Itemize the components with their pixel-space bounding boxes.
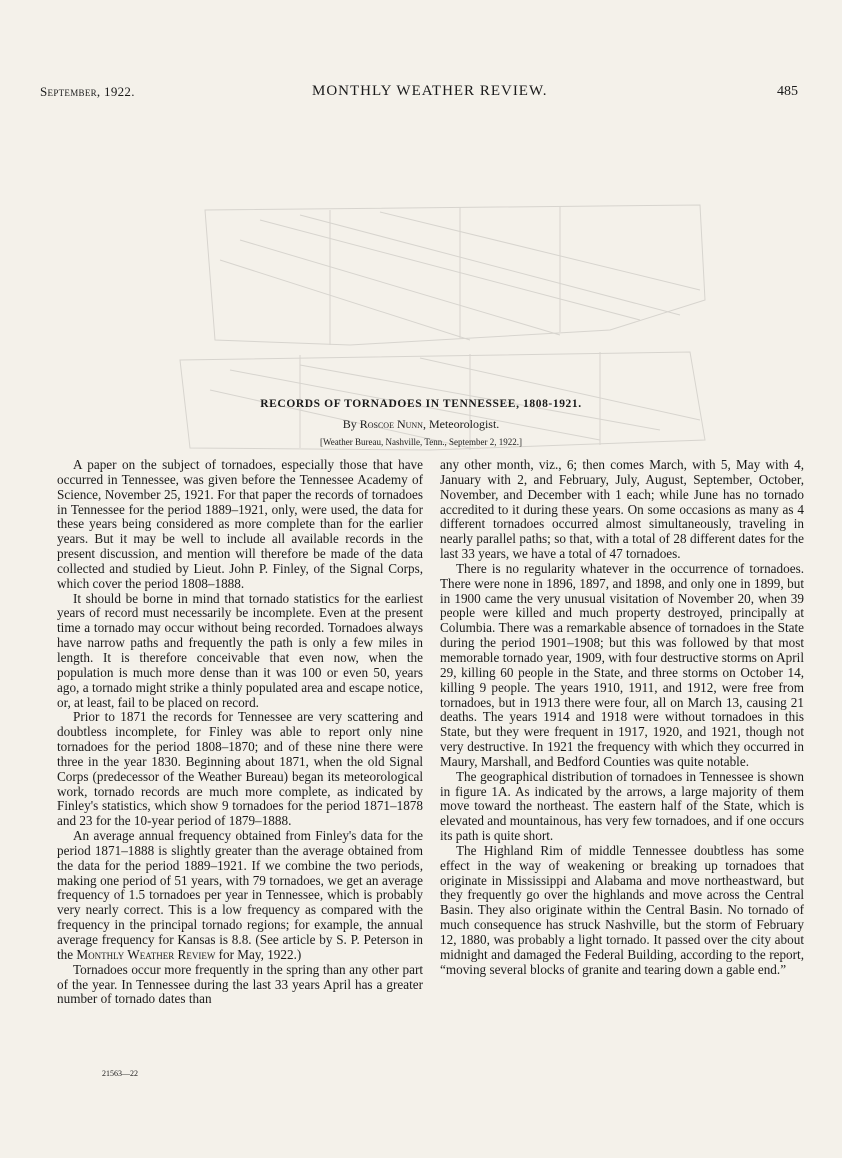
byline-suffix: , Meteorologist. [422,417,500,431]
byline-prefix: By [342,417,360,431]
right-column [440,458,804,978]
paragraph: The Highland Rim of middle Tennessee doubtless has some effect in the way of weakening or breaking up tornadoes that originate in Mississippi and Alabama and move northeastward, but they frequently go over the highlands and move across the Central Basin. They also originate within the Central Basin. No tornado of much consequence has struck Nashville, but the storm of February 12, 1880, was probably a light tornado. It passed over the city about midnight and damaged the Federal Building, according to the report, “moving several blocks of granite and tearing down a gable end.” [440,842,804,977]
bleed-through-map-figure [0,0,842,460]
bleed-through-text-left [100,112,217,127]
author-name: Roscoe Nunn [359,417,423,431]
paragraph: There is no regularity whatever in the occurrence of tornadoes. There were none in 1896, 1897, and 1898, and only one in 1899, but in 1900 came the very unusual visitation of November 20, when 39 people were killed and much property destroyed, principally at Columbia. There was a remarkable absence of tornadoes in the State during the period 1901–1908; but this was followed by that most memorable tornado year, 1909, with four destructive storms on April 29, killing 60 people in the State, and three storms on October 14, killing 9 people. The years 1910, 1911, and 1912, were free from tornadoes, but in 1913 there were four, all on March 13, causing 21 deaths. The years 1914 and 1918 were without tornadoes in this State, but they were frequent in 1917, 1920, and 1921, though not very destructive. In 1921 the frequency with which they occurred in Maury, Marshall, and Bedford Counties was quite notable. [440,560,804,769]
paragraph [57,829,423,963]
article-byline [0,417,842,432]
journal-reference: Monthly Weather Review [76,946,216,962]
paragraph: A paper on the subject of tornadoes, especially those that have occurred in Tennessee, was given before the Tennessee Academy of Science, November 25, 1921. For that paper the records of tornadoes in Tennessee for the period 1889–1921, only, were used, the data for these years being considered as more complete than for the earlier years. But it may be well to include all available records in the present discussion, and mention will therefore be made of the data collected and studied by Lieut. John P. Finley, of the Signal Corps, which cover the period 1808–1888. [57,457,423,591]
paragraph: Tornadoes occur more frequently in the spring than any other part of the year. In Tennessee during the last 33 years April has a greater number of tornado dates than [57,961,423,1007]
running-header [40,84,802,104]
paragraph: The geographical distribution of tornadoes in Tennessee is shown in figure 1A. As indicated by the arrows, a large majority of them move toward the northeast. The eastern half of the State, which is elevated and mountainous, has very few tornadoes, and if one occurs its path is quite short. [440,768,804,844]
paragraph-text: for May, 1922.) [215,946,302,962]
bleed-through-text-right [440,112,557,127]
journal-title: MONTHLY WEATHER REVIEW. [312,83,548,99]
print-job-code: 21563—22 [102,1069,138,1078]
paragraph: any other month, viz., 6; then comes March, with 5, May with 4, January with 2, and February, July, August, September, October, November, and December with 1 each; while June has no tornado accredited to it during these years. On some occasions as many as 4 different tornadoes occurred almost simultaneously, traveling in nearly parallel paths; so that, with a total of 28 different dates for the last 33 years, we have a total of 47 tornadoes. [440,457,804,562]
left-column [57,458,423,1007]
issue-date: September, 1922. [40,84,135,99]
paragraph: Prior to 1871 the records for Tennessee are very scattering and doubtless incomplete, for Finley was able to report only nine tornadoes for the period 1808–1870; and of these nine there were three in the year 1830. Beginning about 1871, when the old Signal Corps (predecessor of the Weather Bureau) began its meteorological work, tornado records are much more complete, as indicated by Finley's statistics, which show 9 tornadoes for the period 1871–1878 and 23 for the 10-year period of 1879–1888. [57,709,423,829]
paragraph: It should be borne in mind that tornado statistics for the earliest years of record must necessarily be incomplete. Even at the present time a tornado may occur without being recorded. Tornadoes always have narrow paths and frequently the path is only a few miles in length. It is therefore conceivable that even now, when the population is much more dense than it was 100 or even 50, years ago, a tornado might strike a thinly populated area and escape notice, or, at least, fail to be placed on record. [57,590,423,710]
paragraph-text: An average annual frequency obtained from Finley's data for the period 1871–1888 is slightly greater than the average obtained from the data for the period 1889–1921. If we combine the two periods, making one period of 51 years, with 79 tornadoes, we get an average frequency of 1.5 tornadoes per year in Tennessee, which is probably very nearly correct. This is a low frequency as compared with the frequency in the principal tornado regions; for example, the annual average frequency for Kansas is 8.8. (See article by S. P. Peterson in the [57,828,423,962]
article-title: RECORDS OF TORNADOES IN TENNESSEE, 1808-1921. [260,398,582,410]
article-dateline: [Weather Bureau, Nashville, Tenn., September 2, 1922.] [320,437,522,447]
page-number: 485 [777,84,798,99]
